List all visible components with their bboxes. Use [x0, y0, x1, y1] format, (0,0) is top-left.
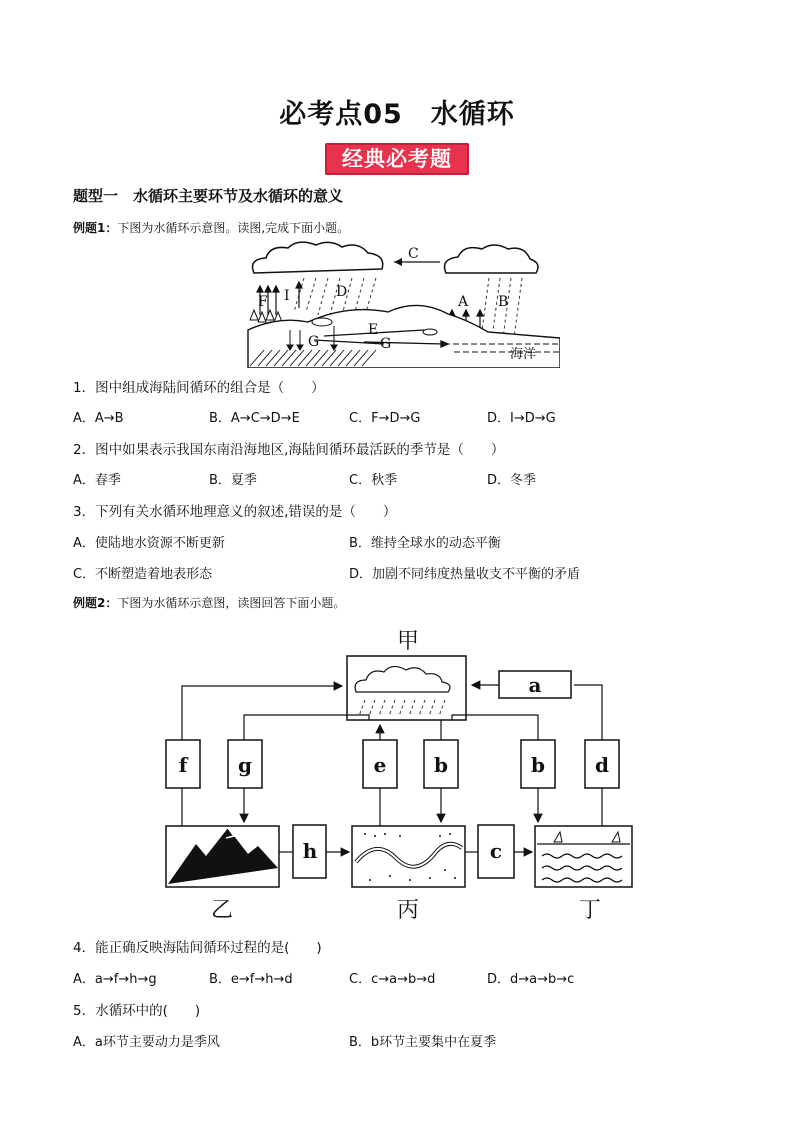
q1-option-c: C．F→D→G: [349, 411, 421, 426]
box-h-label: h: [302, 839, 318, 863]
section-heading: 题型一 水循环主要环节及水循环的意义: [73, 187, 344, 205]
q2-option-d: D．冬季: [487, 473, 537, 488]
label-ding: 丁: [578, 898, 602, 923]
label-c: C: [408, 246, 419, 262]
example2-text: 下图为水循环示意图，读图回答下面小题。: [117, 596, 346, 610]
example2-intro: [73, 594, 345, 611]
label-g2: G: [380, 336, 392, 352]
box-g-label: g: [238, 753, 252, 777]
q4-option-d: D．d→a→b→c: [487, 972, 575, 987]
box-f-label: f: [178, 753, 188, 777]
label-sea: 海洋: [510, 347, 537, 362]
ocean-box: [535, 826, 632, 887]
example1-text: 下图为水循环示意图。读图,完成下面小题。: [117, 221, 350, 235]
example2-label: 例题2：: [73, 596, 118, 610]
box-e-label: e: [373, 753, 387, 777]
classic-questions-banner: 经典必考题: [325, 143, 469, 175]
box-b1-label: b: [434, 753, 448, 777]
box-b2-label: b: [531, 753, 545, 777]
box-c-label: c: [489, 839, 503, 863]
label-yi: 乙: [210, 898, 234, 923]
q1-stem: 1．图中组成海陆间循环的组合是（ ）: [73, 380, 325, 396]
water-cycle-diagram-1: [244, 240, 560, 368]
q2-option-c: C．秋季: [349, 473, 398, 488]
q1-option-a: A．A→B: [73, 411, 124, 426]
example1-intro: [73, 219, 349, 236]
q5-option-b: B．b环节主要集中在夏季: [349, 1035, 497, 1050]
label-e: E: [368, 322, 379, 338]
q2-stem: 2．图中如果表示我国东南沿海地区,海陆间循环最活跃的季节是（ ）: [73, 442, 505, 458]
q1-option-b: B．A→C→D→E: [209, 411, 300, 426]
label-d: D: [336, 284, 348, 300]
land-river-box: [352, 826, 465, 887]
label-b: B: [498, 294, 509, 310]
label-jia: 甲: [396, 629, 420, 654]
label-f: F: [258, 294, 268, 310]
label-i: I: [284, 288, 290, 304]
q1-option-d: D．I→D→G: [487, 411, 556, 426]
q4-option-c: C．c→a→b→d: [349, 972, 436, 987]
label-g1: G: [308, 334, 320, 350]
box-a-label: a: [528, 673, 542, 697]
q4-option-a: A．a→f→h→g: [73, 972, 157, 987]
q5-stem: 5．水循环中的( ): [73, 1003, 201, 1019]
q5-option-a: A．a环节主要动力是季风: [73, 1035, 220, 1050]
label-bing: 丙: [396, 898, 420, 923]
q3-option-b: B．维持全球水的动态平衡: [349, 536, 501, 551]
q4-option-b: B．e→f→h→d: [209, 972, 293, 987]
q4-stem: 4．能正确反映海陆间循环过程的是( ): [73, 940, 322, 956]
example1-label: 例题1：: [73, 221, 118, 235]
q3-option-a: A．使陆地水资源不断更新: [73, 536, 225, 551]
box-d-label: d: [595, 753, 609, 777]
q2-option-a: A．春季: [73, 473, 121, 488]
label-a: A: [458, 294, 469, 310]
q3-option-d: D．加剧不同纬度热量收支不平衡的矛盾: [349, 567, 581, 582]
q3-stem: 3．下列有关水循环地理意义的叙述,错误的是（ ）: [73, 504, 397, 520]
q3-option-c: C．不断塑造着地表形态: [73, 567, 213, 582]
page-title: 必考点05 水循环: [279, 99, 515, 130]
water-cycle-diagram-2: [160, 622, 640, 924]
q2-option-b: B．夏季: [209, 473, 257, 488]
